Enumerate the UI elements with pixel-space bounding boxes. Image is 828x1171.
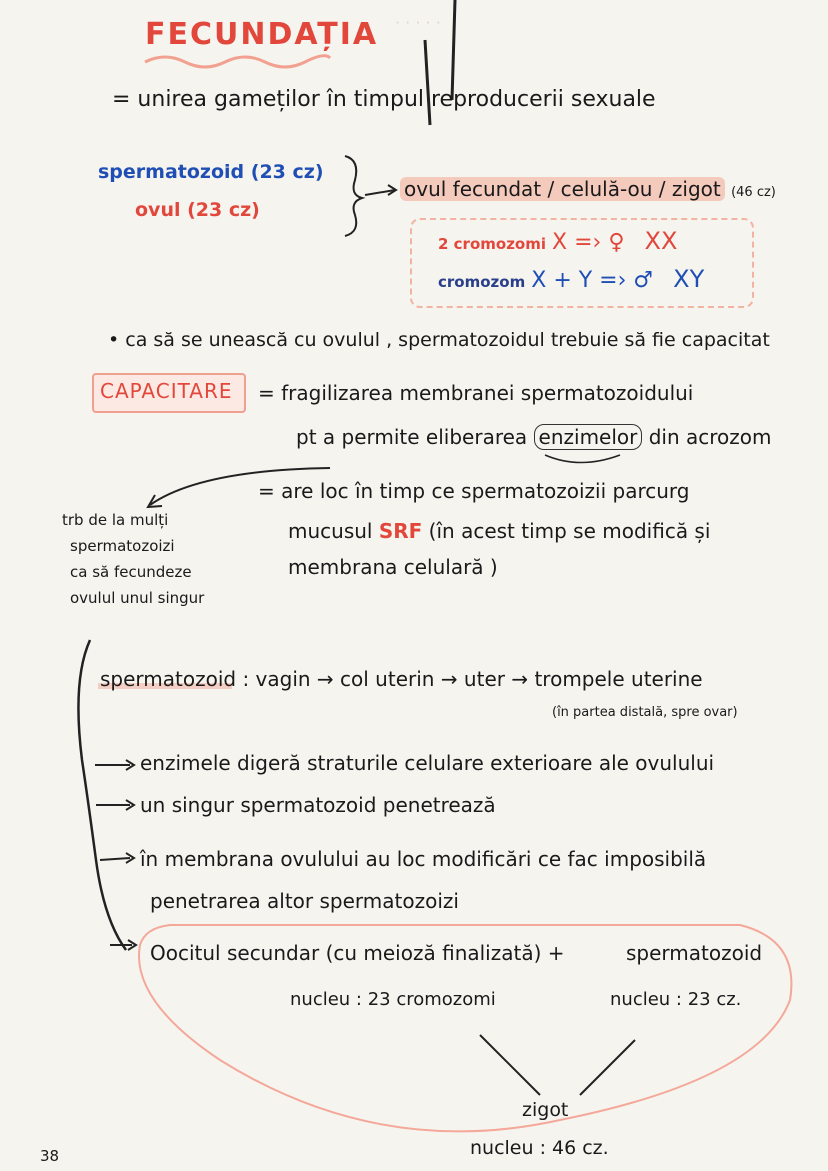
step-3: în membrana ovulului au loc modificări ce fac imposibilă [140,847,707,871]
title-underline [145,56,330,67]
capacitation-label: CAPACITARE [100,379,233,403]
zygote-nucleus: nucleu : 46 cz. [470,1137,609,1159]
page-number: 38 [40,1147,60,1165]
enzymes-word: enzimelor [534,424,643,450]
ovum-label: ovul (23 cz) [135,199,260,221]
srf-label: SRF [378,519,423,543]
definition: = unirea gameților în timpul reproducerii sexuale [112,87,656,112]
sperm-label: spermatozoid (23 cz) [98,161,324,183]
side-note-2: spermatozoizi [70,537,175,555]
sperm-path: spermatozoid : vagin → col uterin → uter → trompele uterine [100,667,703,691]
sperm-text: spermatozoid [626,941,763,965]
oocyte-nucleus: nucleu : 23 cromozomi [290,989,496,1010]
capacitation-place-2: mucusul SRF (în acest timp se modifică și [288,519,711,543]
capacitation-intro: • ca să se unească cu ovulul , spermatozoidul trebuie să fie capacitat [108,329,770,351]
zygote-lines [480,1035,635,1095]
sperm-path-note: (în partea distală, spre ovar) [552,705,738,720]
zygote-label: zigot [522,1099,569,1121]
fertilization-result [400,178,776,200]
brace [345,156,362,236]
step-2: un singur spermatozoid penetrează [140,793,496,817]
page-title: FECUNDAȚIA [145,17,379,52]
bleed-through-text: · · · · · [395,13,441,32]
capacitation-def-2: pt a permite eliberarea enzimelor din acrozom [296,425,772,449]
xy-pair: XY [673,265,705,293]
chromosome-line-male: cromozom X + Y =› ♂ XY [438,265,705,293]
sperm-nucleus: nucleu : 23 cz. [610,989,742,1010]
capacitation-def-1: = fragilizarea membranei spermatozoidului [258,381,694,405]
side-note-4: ovulul unul singur [70,589,205,607]
step-3-cont: penetrarea altor spermatozoizi [150,889,459,913]
side-note-1: trb de la mulți [62,511,169,529]
xx-pair: XX [644,227,678,255]
chromosome-line-female: 2 cromozomi X =› ♀ XX [438,227,678,255]
capacitation-place-1: = are loc în timp ce spermatozoizii parcurg [258,479,690,503]
side-note-3: ca să fecundeze [70,563,192,581]
result-note: (46 cz) [731,185,776,200]
step-1: enzimele digeră straturile celulare exterioare ale ovulului [140,751,715,775]
oocyte-text: Oocitul secundar (cu meioză finalizată) + [150,941,565,965]
capacitation-place-3: membrana celulară ) [288,555,498,579]
result-text: ovul fecundat / celulă-ou / zigot [400,177,725,201]
